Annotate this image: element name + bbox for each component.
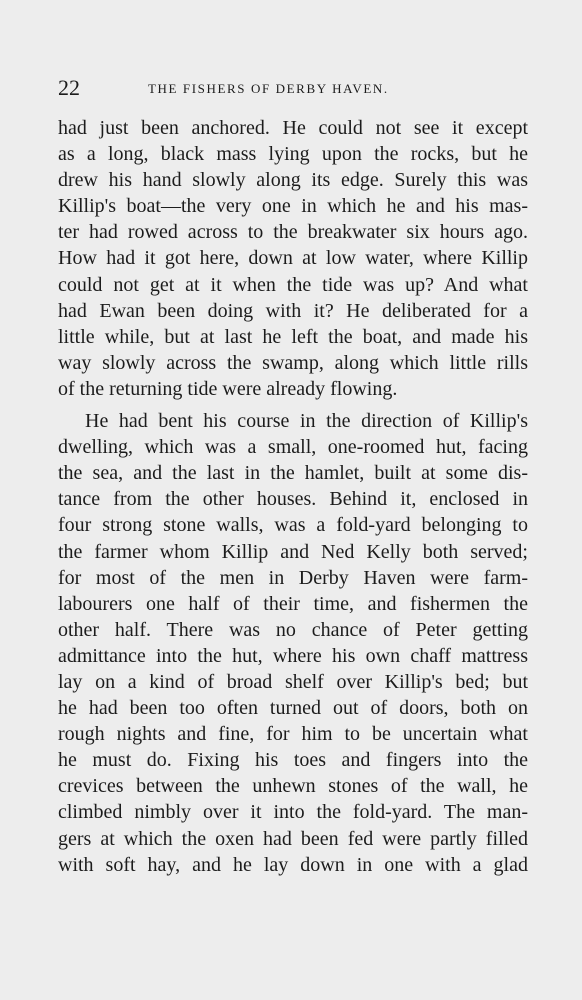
text-line: He had bent his course in the direction of Killip's [85, 410, 528, 433]
text-line: gers at which the oxen had been fed were partly filled [58, 827, 528, 850]
text-line: crevices between the unhewn stones of the wall, he [58, 775, 528, 798]
text-line: tance from the other houses. Behind it, enclosed in [58, 488, 528, 511]
text-line: lay on a kind of broad shelf over Killip's bed; but [58, 670, 528, 693]
text-line: drew his hand slowly along its edge. Surely this was [58, 169, 528, 192]
text-line: rough nights and fine, for him to be uncertain what [58, 723, 528, 746]
text-line: as a long, black mass lying upon the rocks, but he [58, 143, 528, 166]
text-line: ter had rowed across to the breakwater six hours ago. [58, 221, 528, 244]
page-number: 22 [58, 75, 80, 100]
body-text [58, 115, 528, 878]
text-line: for most of the men in Derby Haven were farm- [58, 566, 528, 589]
text-line: he had been too often turned out of doors, both on [58, 697, 528, 720]
text-line: Killip's boat—the very one in which he and his mas- [58, 195, 528, 218]
text-line: How had it got here, down at low water, where Killip [58, 247, 528, 270]
text-line: he must do. Fixing his toes and fingers into the [58, 749, 528, 772]
text-line: way slowly across the swamp, along which little rills [58, 351, 528, 374]
text-line: the sea, and the last in the hamlet, built at some dis- [58, 462, 528, 485]
text-line: labourers one half of their time, and fishermen the [58, 592, 528, 615]
page-header [58, 76, 528, 100]
paragraph-1 [58, 115, 528, 402]
text-line: climbed nimbly over it into the fold-yard. The man- [58, 801, 528, 824]
text-line: other half. There was no chance of Peter getting [58, 618, 528, 641]
text-line: with soft hay, and he lay down in one with a glad [58, 853, 528, 876]
text-line: dwelling, which was a small, one-roomed hut, facing [58, 436, 528, 459]
text-line: little while, but at last he left the boat, and made his [58, 325, 528, 348]
text-line: the farmer whom Killip and Ned Kelly both served; [58, 540, 528, 563]
text-line: had just been anchored. He could not see it except [58, 117, 528, 139]
text-line: of the returning tide were already flowing. [58, 377, 398, 400]
running-title: THE FISHERS OF DERBY HAVEN. [148, 81, 389, 96]
text-line: could not get at it when the tide was up? And what [58, 273, 528, 296]
paragraph-2 [58, 408, 528, 878]
text-line: admittance into the hut, where his own chaff mattress [58, 644, 528, 667]
text-line: four strong stone walls, was a fold-yard belonging to [58, 514, 528, 537]
text-line: had Ewan been doing with it? He deliberated for a [58, 299, 528, 322]
